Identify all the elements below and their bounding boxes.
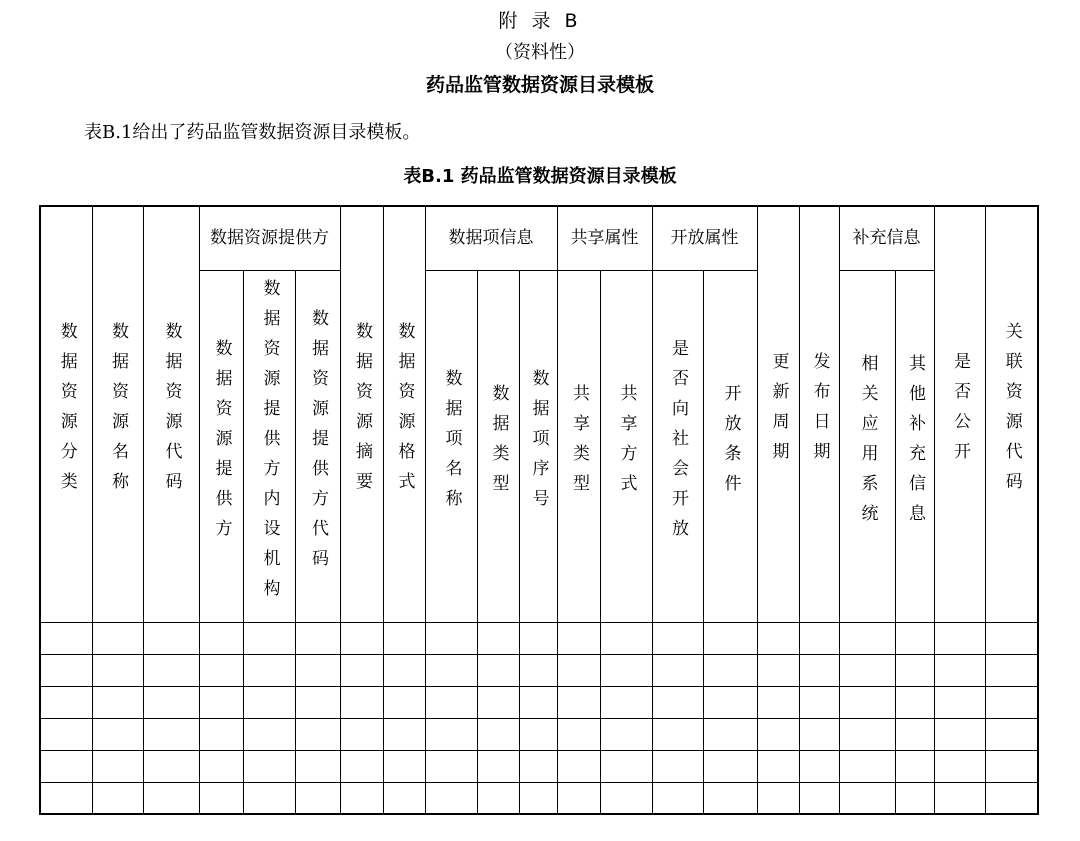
table-cell xyxy=(600,750,652,782)
table-cell xyxy=(934,750,985,782)
table-cell xyxy=(143,622,199,654)
table-cell xyxy=(383,750,425,782)
table-cell xyxy=(340,750,383,782)
table-cell xyxy=(799,686,839,718)
table-cell xyxy=(199,750,243,782)
table-cell xyxy=(839,718,895,750)
table-cell xyxy=(295,622,340,654)
table-cell xyxy=(895,750,934,782)
table-cell xyxy=(340,686,383,718)
table-cell xyxy=(757,622,799,654)
table-cell xyxy=(557,718,600,750)
table-cell xyxy=(40,686,92,718)
table-cell xyxy=(799,622,839,654)
table-cell xyxy=(895,686,934,718)
table-cell xyxy=(557,686,600,718)
appendix-title: 附 录 B xyxy=(498,10,582,32)
blank-rows xyxy=(40,622,1038,814)
table-cell xyxy=(600,622,652,654)
table-cell xyxy=(92,622,143,654)
table-cell xyxy=(92,686,143,718)
table-cell xyxy=(757,654,799,686)
col-code-header: 数据资源代码 xyxy=(143,206,199,622)
table-cell xyxy=(600,782,652,814)
table-cell xyxy=(703,718,757,750)
table-cell xyxy=(295,718,340,750)
table-cell xyxy=(340,718,383,750)
group-open-header: 开放属性 xyxy=(652,206,757,270)
table-cell xyxy=(477,622,519,654)
col-provider-dept-header: 数据资源提供方内设机构 xyxy=(243,270,295,622)
table-cell xyxy=(92,654,143,686)
table-cell xyxy=(143,718,199,750)
table-cell xyxy=(652,622,703,654)
group-item-info-header: 数据项信息 xyxy=(425,206,557,270)
table-cell xyxy=(425,718,477,750)
table-cell xyxy=(383,654,425,686)
table-cell xyxy=(652,654,703,686)
table-cell xyxy=(557,782,600,814)
table-cell xyxy=(519,654,557,686)
table-cell xyxy=(703,622,757,654)
col-item-name-header: 数据项名称 xyxy=(425,270,477,622)
group-extra-header: 补充信息 xyxy=(839,206,934,270)
table-cell xyxy=(600,686,652,718)
table-row xyxy=(40,750,1038,782)
intro-paragraph: 表B.1给出了药品监管数据资源目录模板。 xyxy=(84,122,421,143)
table-cell xyxy=(799,782,839,814)
col-related-code-header: 关联资源代码 xyxy=(985,206,1038,622)
table-cell xyxy=(799,718,839,750)
table-cell xyxy=(839,622,895,654)
col-provider-name-header: 数据资源提供方 xyxy=(199,270,243,622)
table-cell xyxy=(985,622,1038,654)
col-format-header: 数据资源格式 xyxy=(383,206,425,622)
table-cell xyxy=(652,686,703,718)
table-cell xyxy=(295,686,340,718)
col-other-info-header: 其他补充信息 xyxy=(895,270,934,622)
table-cell xyxy=(519,686,557,718)
table-cell xyxy=(703,750,757,782)
table-cell xyxy=(985,782,1038,814)
table-cell xyxy=(143,782,199,814)
table-cell xyxy=(295,782,340,814)
col-category-header: 数据资源分类 xyxy=(40,206,92,622)
table-cell xyxy=(934,686,985,718)
table-cell xyxy=(243,622,295,654)
table-cell xyxy=(934,622,985,654)
table-cell xyxy=(340,654,383,686)
table-cell xyxy=(477,686,519,718)
table-cell xyxy=(143,654,199,686)
table-row xyxy=(40,718,1038,750)
table-cell xyxy=(895,718,934,750)
table-cell xyxy=(243,750,295,782)
table-cell xyxy=(557,622,600,654)
table-cell xyxy=(199,718,243,750)
table-cell xyxy=(425,686,477,718)
table-cell xyxy=(295,654,340,686)
table-cell xyxy=(340,782,383,814)
header-row-groups xyxy=(40,206,1038,270)
table-cell xyxy=(703,686,757,718)
table-cell xyxy=(92,750,143,782)
col-summary-header: 数据资源摘要 xyxy=(340,206,383,622)
col-share-mode-header: 共享方式 xyxy=(600,270,652,622)
table-cell xyxy=(839,782,895,814)
table-cell xyxy=(985,750,1038,782)
table-cell xyxy=(600,718,652,750)
table-cell xyxy=(839,654,895,686)
table-cell xyxy=(40,622,92,654)
table-cell xyxy=(477,782,519,814)
table-cell xyxy=(985,686,1038,718)
table-cell xyxy=(477,654,519,686)
table-cell xyxy=(985,654,1038,686)
table-cell xyxy=(295,750,340,782)
table-cell xyxy=(703,782,757,814)
table-cell xyxy=(934,782,985,814)
table-cell xyxy=(757,718,799,750)
table-cell xyxy=(383,622,425,654)
table-cell xyxy=(425,622,477,654)
col-open-condition-header: 开放条件 xyxy=(703,270,757,622)
table-cell xyxy=(383,782,425,814)
table-cell xyxy=(519,782,557,814)
table-cell xyxy=(652,718,703,750)
appendix-heading: 药品监管数据资源目录模板 xyxy=(425,74,654,96)
table-cell xyxy=(757,782,799,814)
table-cell xyxy=(799,654,839,686)
table-cell xyxy=(652,750,703,782)
table-cell xyxy=(340,622,383,654)
table-row xyxy=(40,622,1038,654)
table-cell xyxy=(243,654,295,686)
table-cell xyxy=(383,686,425,718)
col-related-system-header: 相关应用系统 xyxy=(839,270,895,622)
table-cell xyxy=(40,750,92,782)
table-cell xyxy=(985,718,1038,750)
table-cell xyxy=(40,782,92,814)
col-release-date-header: 发布日期 xyxy=(799,206,839,622)
table-cell xyxy=(40,718,92,750)
col-provider-code-header: 数据资源提供方代码 xyxy=(295,270,340,622)
table-cell xyxy=(425,750,477,782)
table-cell xyxy=(895,782,934,814)
group-provider-header: 数据资源提供方 xyxy=(199,206,340,270)
table-cell xyxy=(143,750,199,782)
table-cell xyxy=(425,654,477,686)
table-cell xyxy=(519,718,557,750)
table-cell xyxy=(839,686,895,718)
table-cell xyxy=(243,686,295,718)
table-row xyxy=(40,686,1038,718)
table-cell xyxy=(557,750,600,782)
table-cell xyxy=(383,718,425,750)
col-open-to-public-header: 是否向社会开放 xyxy=(652,270,703,622)
table-cell xyxy=(477,750,519,782)
col-update-cycle-header: 更新周期 xyxy=(757,206,799,622)
table-cell xyxy=(799,750,839,782)
table-cell xyxy=(243,782,295,814)
table-cell xyxy=(92,782,143,814)
table-cell xyxy=(143,686,199,718)
table-cell xyxy=(425,782,477,814)
table-cell xyxy=(895,622,934,654)
table-cell xyxy=(703,654,757,686)
col-item-seq-header: 数据项序号 xyxy=(519,270,557,622)
table-cell xyxy=(600,654,652,686)
table-cell xyxy=(199,782,243,814)
table-cell xyxy=(92,718,143,750)
table-row xyxy=(40,654,1038,686)
table-cell xyxy=(40,654,92,686)
table-cell xyxy=(199,654,243,686)
table-cell xyxy=(757,686,799,718)
table-cell xyxy=(243,718,295,750)
table-caption: 表B.1 药品监管数据资源目录模板 xyxy=(403,166,677,187)
table-cell xyxy=(557,654,600,686)
col-name-header: 数据资源名称 xyxy=(92,206,143,622)
group-share-header: 共享属性 xyxy=(557,206,652,270)
table-cell xyxy=(839,750,895,782)
table-cell xyxy=(652,782,703,814)
col-share-type-header: 共享类型 xyxy=(557,270,600,622)
col-data-type-header: 数据类型 xyxy=(477,270,519,622)
table-cell xyxy=(895,654,934,686)
table-cell xyxy=(199,686,243,718)
table-cell xyxy=(477,718,519,750)
table-row xyxy=(40,782,1038,814)
table-cell xyxy=(199,622,243,654)
table-cell xyxy=(519,622,557,654)
catalog-table xyxy=(39,205,1039,815)
table-cell xyxy=(934,654,985,686)
table-cell xyxy=(934,718,985,750)
col-is-public-header: 是否公开 xyxy=(934,206,985,622)
table-cell xyxy=(519,750,557,782)
appendix-nature: （资料性） xyxy=(495,42,585,63)
table-cell xyxy=(757,750,799,782)
